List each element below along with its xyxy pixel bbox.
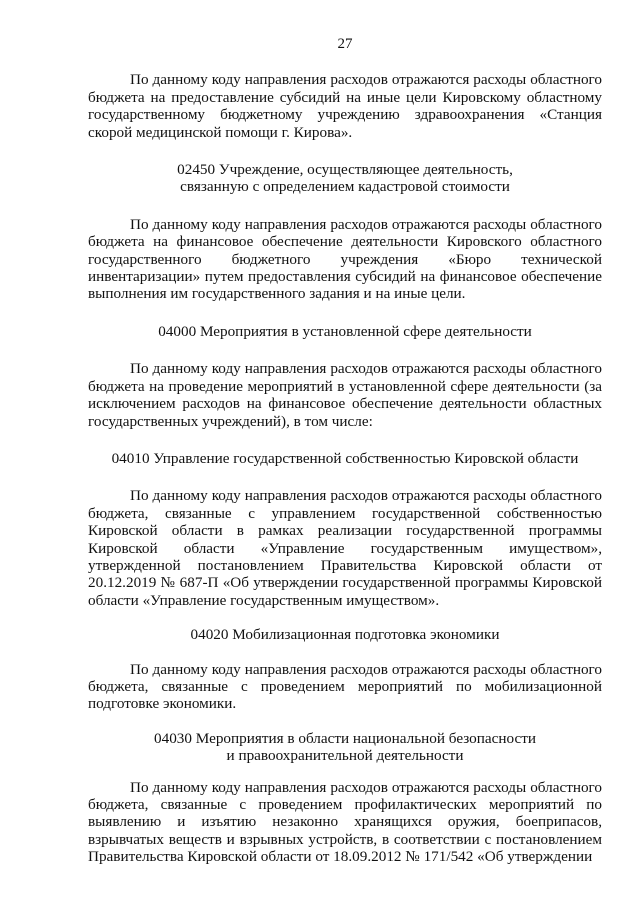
heading-02450-line-2: связанную с определением кадастровой стоимости [180,178,510,196]
paragraph-02450: По данному коду направления расходов отражаются расходы областного бюджета на финансовое обеспечение деятельности Кировского областного государственного бюджетного учреждения «Бюро технической инвентаризации» путем предоставления субсидий на финансовое обеспечение выполнения им государственного задания и на иные цели. [88,215,602,303]
page-number: 27 [337,36,353,52]
paragraph-04020: По данному коду направления расходов отражаются расходы областного бюджета, связанные с проведением мероприятий по мобилизационной подготовке экономики. [88,660,602,713]
heading-04000: 04000 Мероприятия в установленной сфере деятельности [158,322,532,340]
paragraph-04010: По данному коду направления расходов отражаются расходы областного бюджета, связанные с управлением государственной собственностью Кировской области в рамках реализации государственной программы Кировской области «Управление государственным имуществом», утвержденной постановлением Правительства Кировской области от 20.12.2019 № 687-П «Об утверждении государственной программы Кировской области «Управление государственным имуществом». [88,487,602,609]
heading-04020: 04020 Мобилизационная подготовка экономики [190,626,500,644]
heading-04010: 04010 Управление государственной собственностью Кировской области [111,449,579,467]
heading-02450-line-1: 02450 Учреждение, осуществляющее деятельность, [177,161,513,179]
heading-04030 [88,730,602,765]
document-page [88,36,602,866]
heading-04030-line-2: и правоохранительной деятельности [226,747,464,765]
heading-04030-line-1: 04030 Мероприятия в области национальной безопасности [154,729,536,747]
paragraph-04000: По данному коду направления расходов отражаются расходы областного бюджета на проведение мероприятий в установленной сфере деятельности (за исключением расходов на финансовое обеспечение деятельности областных государственных учреждений), в том числе: [88,360,602,430]
paragraph-ambulance-subsidy: По данному коду направления расходов отражаются расходы областного бюджета на предоставление субсидий на иные цели Кировскому областному государственному бюджетному учреждению здравоохранения «Станция скорой медицинской помощи г. Кирова». [88,71,602,141]
paragraph-04030: По данному коду направления расходов отражаются расходы областного бюджета, связанные с проведением профилактических мероприятий по выявлению и изъятию незаконно хранящихся оружия, боеприпасов, взрывчатых веществ и взрывных устройств, в соответствии с постановлением Правительства Кировской области от 18.09.2012 № 171/542 «Об утверждении [88,778,602,866]
heading-02450 [88,161,602,196]
